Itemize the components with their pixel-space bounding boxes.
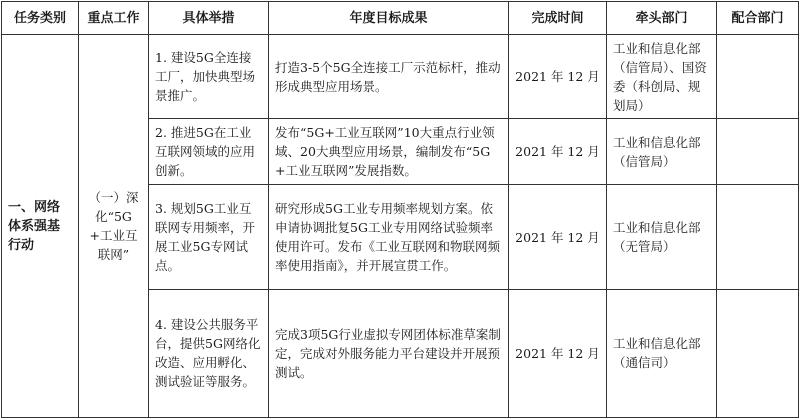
measure-cell: 1. 建设5G全连接工厂，加快典型场景推广。	[149, 35, 269, 119]
header-row	[2, 2, 799, 35]
lead-department-cell: 工业和信息化部（通信司）	[607, 289, 717, 417]
measure-cell: 2. 推进5G在工业互联网领域的应用创新。	[149, 119, 269, 185]
deadline-cell: 2021 年 12 月	[509, 119, 607, 185]
target-cell: 打造3-5个5G全连接工厂示范标杆，推动形成典型应用场景。	[269, 35, 509, 119]
lead-department-cell: 工业和信息化部（无管局）	[607, 185, 717, 289]
lead-department-cell: 工业和信息化部（信管局）、国资委（科创局、规划局）	[607, 35, 717, 119]
lead-department-cell: 工业和信息化部（信管局）	[607, 119, 717, 185]
header-category: 任务类别	[2, 2, 79, 35]
header-focus: 重点工作	[79, 2, 149, 35]
deadline-cell: 2021 年 12 月	[509, 289, 607, 417]
target-cell: 发布“5G+工业互联网”10大重点行业领域、20大典型应用场景，编制发布“5G+工业互联网”发展指数。	[269, 119, 509, 185]
deadline-cell: 2021 年 12 月	[509, 35, 607, 119]
target-cell: 完成3项5G行业虚拟专网团体标准草案制定，完成对外服务能力平台建设并开展预测试。	[269, 289, 509, 417]
task-plan-table	[1, 1, 799, 418]
cooperating-department-cell	[717, 185, 799, 289]
cooperating-department-cell	[717, 35, 799, 119]
measure-cell: 3. 规划5G工业互联网专用频率，开展工业5G专网试点。	[149, 185, 269, 289]
task-category-cell: 一、网络体系强基行动	[2, 35, 79, 418]
cooperating-department-cell	[717, 119, 799, 185]
header-measure: 具体举措	[149, 2, 269, 35]
deadline-cell: 2021 年 12 月	[509, 185, 607, 289]
header-coop: 配合部门	[717, 2, 799, 35]
target-cell: 研究形成5G工业专用频率规划方案。依申请协调批复5G工业专用网络试验频率使用许可。发布《工业互联网和物联网频率使用指南》，并开展宣贯工作。	[269, 185, 509, 289]
header-time: 完成时间	[509, 2, 607, 35]
measure-cell: 4. 建设公共服务平台，提供5G网络化改造、应用孵化、测试验证等服务。	[149, 289, 269, 417]
cooperating-department-cell	[717, 289, 799, 417]
table-row	[2, 35, 799, 119]
header-lead: 牵头部门	[607, 2, 717, 35]
header-target: 年度目标成果	[269, 2, 509, 35]
focus-work-cell: （一）深化“5G+工业互联网”	[79, 35, 149, 418]
